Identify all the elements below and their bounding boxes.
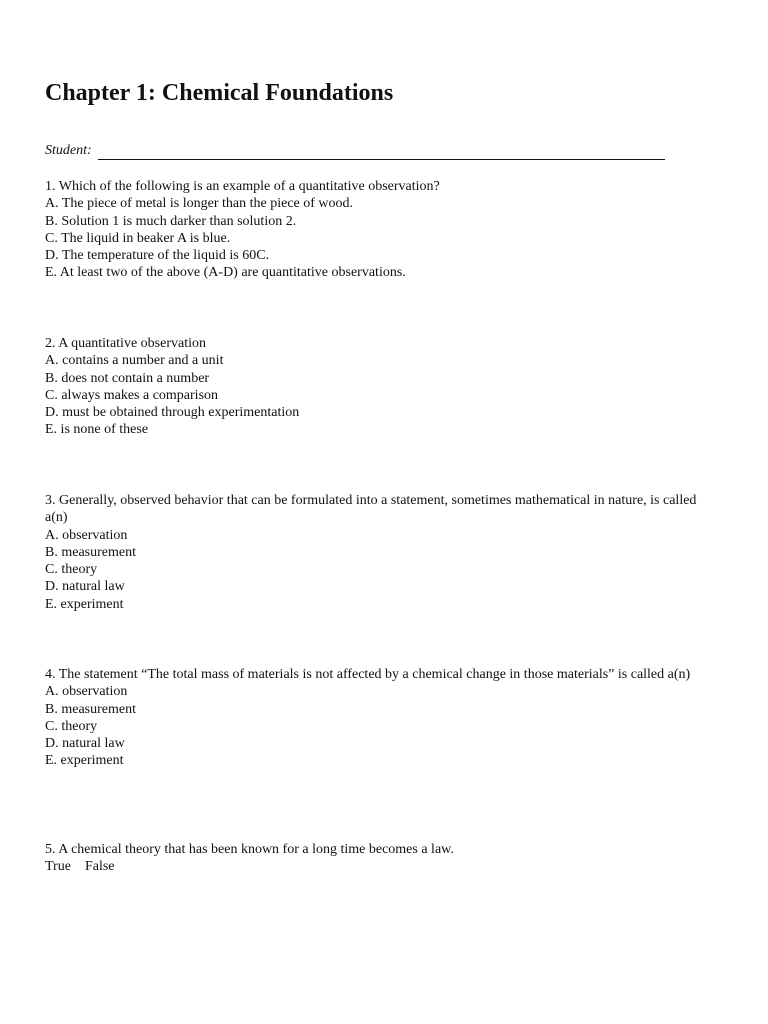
student-name-line[interactable] [98,143,665,160]
answer-option-c: C. theory [45,718,98,734]
page-title: Chapter 1: Chemical Foundations [45,80,394,106]
question-5 [45,841,717,876]
question-stem: 2. A quantitative observation [45,336,206,351]
answer-option-a: A. observation [45,684,128,700]
question-4 [45,666,717,770]
answer-option-b: B. measurement [45,544,136,560]
answer-option-d: D. natural law [45,736,125,752]
question-2 [45,335,717,439]
answer-option-a: A. observation [45,527,128,543]
student-label: Student: [45,143,92,158]
question-stem: 1. Which of the following is an example of a quantitative observation? [45,179,440,194]
answer-option-e: E. experiment [45,596,124,612]
answer-option-e: E. experiment [45,753,124,769]
answer-option-true: True [45,859,71,875]
answer-option-b: B. Solution 1 is much darker than solution 2. [45,213,297,229]
answer-option-c: C. The liquid in beaker A is blue. [45,230,231,246]
answer-option-b: B. measurement [45,701,136,717]
answer-option-d: D. must be obtained through experimentation [45,405,300,421]
true-false-options [45,858,717,875]
answer-option-c: C. always makes a comparison [45,387,219,403]
answer-option-d: D. natural law [45,579,125,595]
question-3 [45,492,717,613]
question-1 [45,178,717,282]
answer-option-a: A. contains a number and a unit [45,353,224,369]
answer-option-b: B. does not contain a number [45,370,210,386]
question-stem: 3. Generally, observed behavior that can be formulated into a statement, sometimes mathematical in nature, is called a(n) [45,493,697,526]
student-field [45,140,665,160]
question-stem: 4. The statement “The total mass of materials is not affected by a chemical change in those materials” is called a(n) [45,667,691,682]
answer-option-e: E. is none of these [45,422,149,438]
answer-option-false: False [84,859,115,875]
answer-option-a: A. The piece of metal is longer than the piece of wood. [45,196,354,212]
question-stem: 5. A chemical theory that has been known for a long time becomes a law. [45,842,454,857]
answer-option-c: C. theory [45,562,98,578]
answer-option-d: D. The temperature of the liquid is 60C. [45,248,270,264]
answer-option-e: E. At least two of the above (A-D) are quantitative observations. [45,265,406,281]
